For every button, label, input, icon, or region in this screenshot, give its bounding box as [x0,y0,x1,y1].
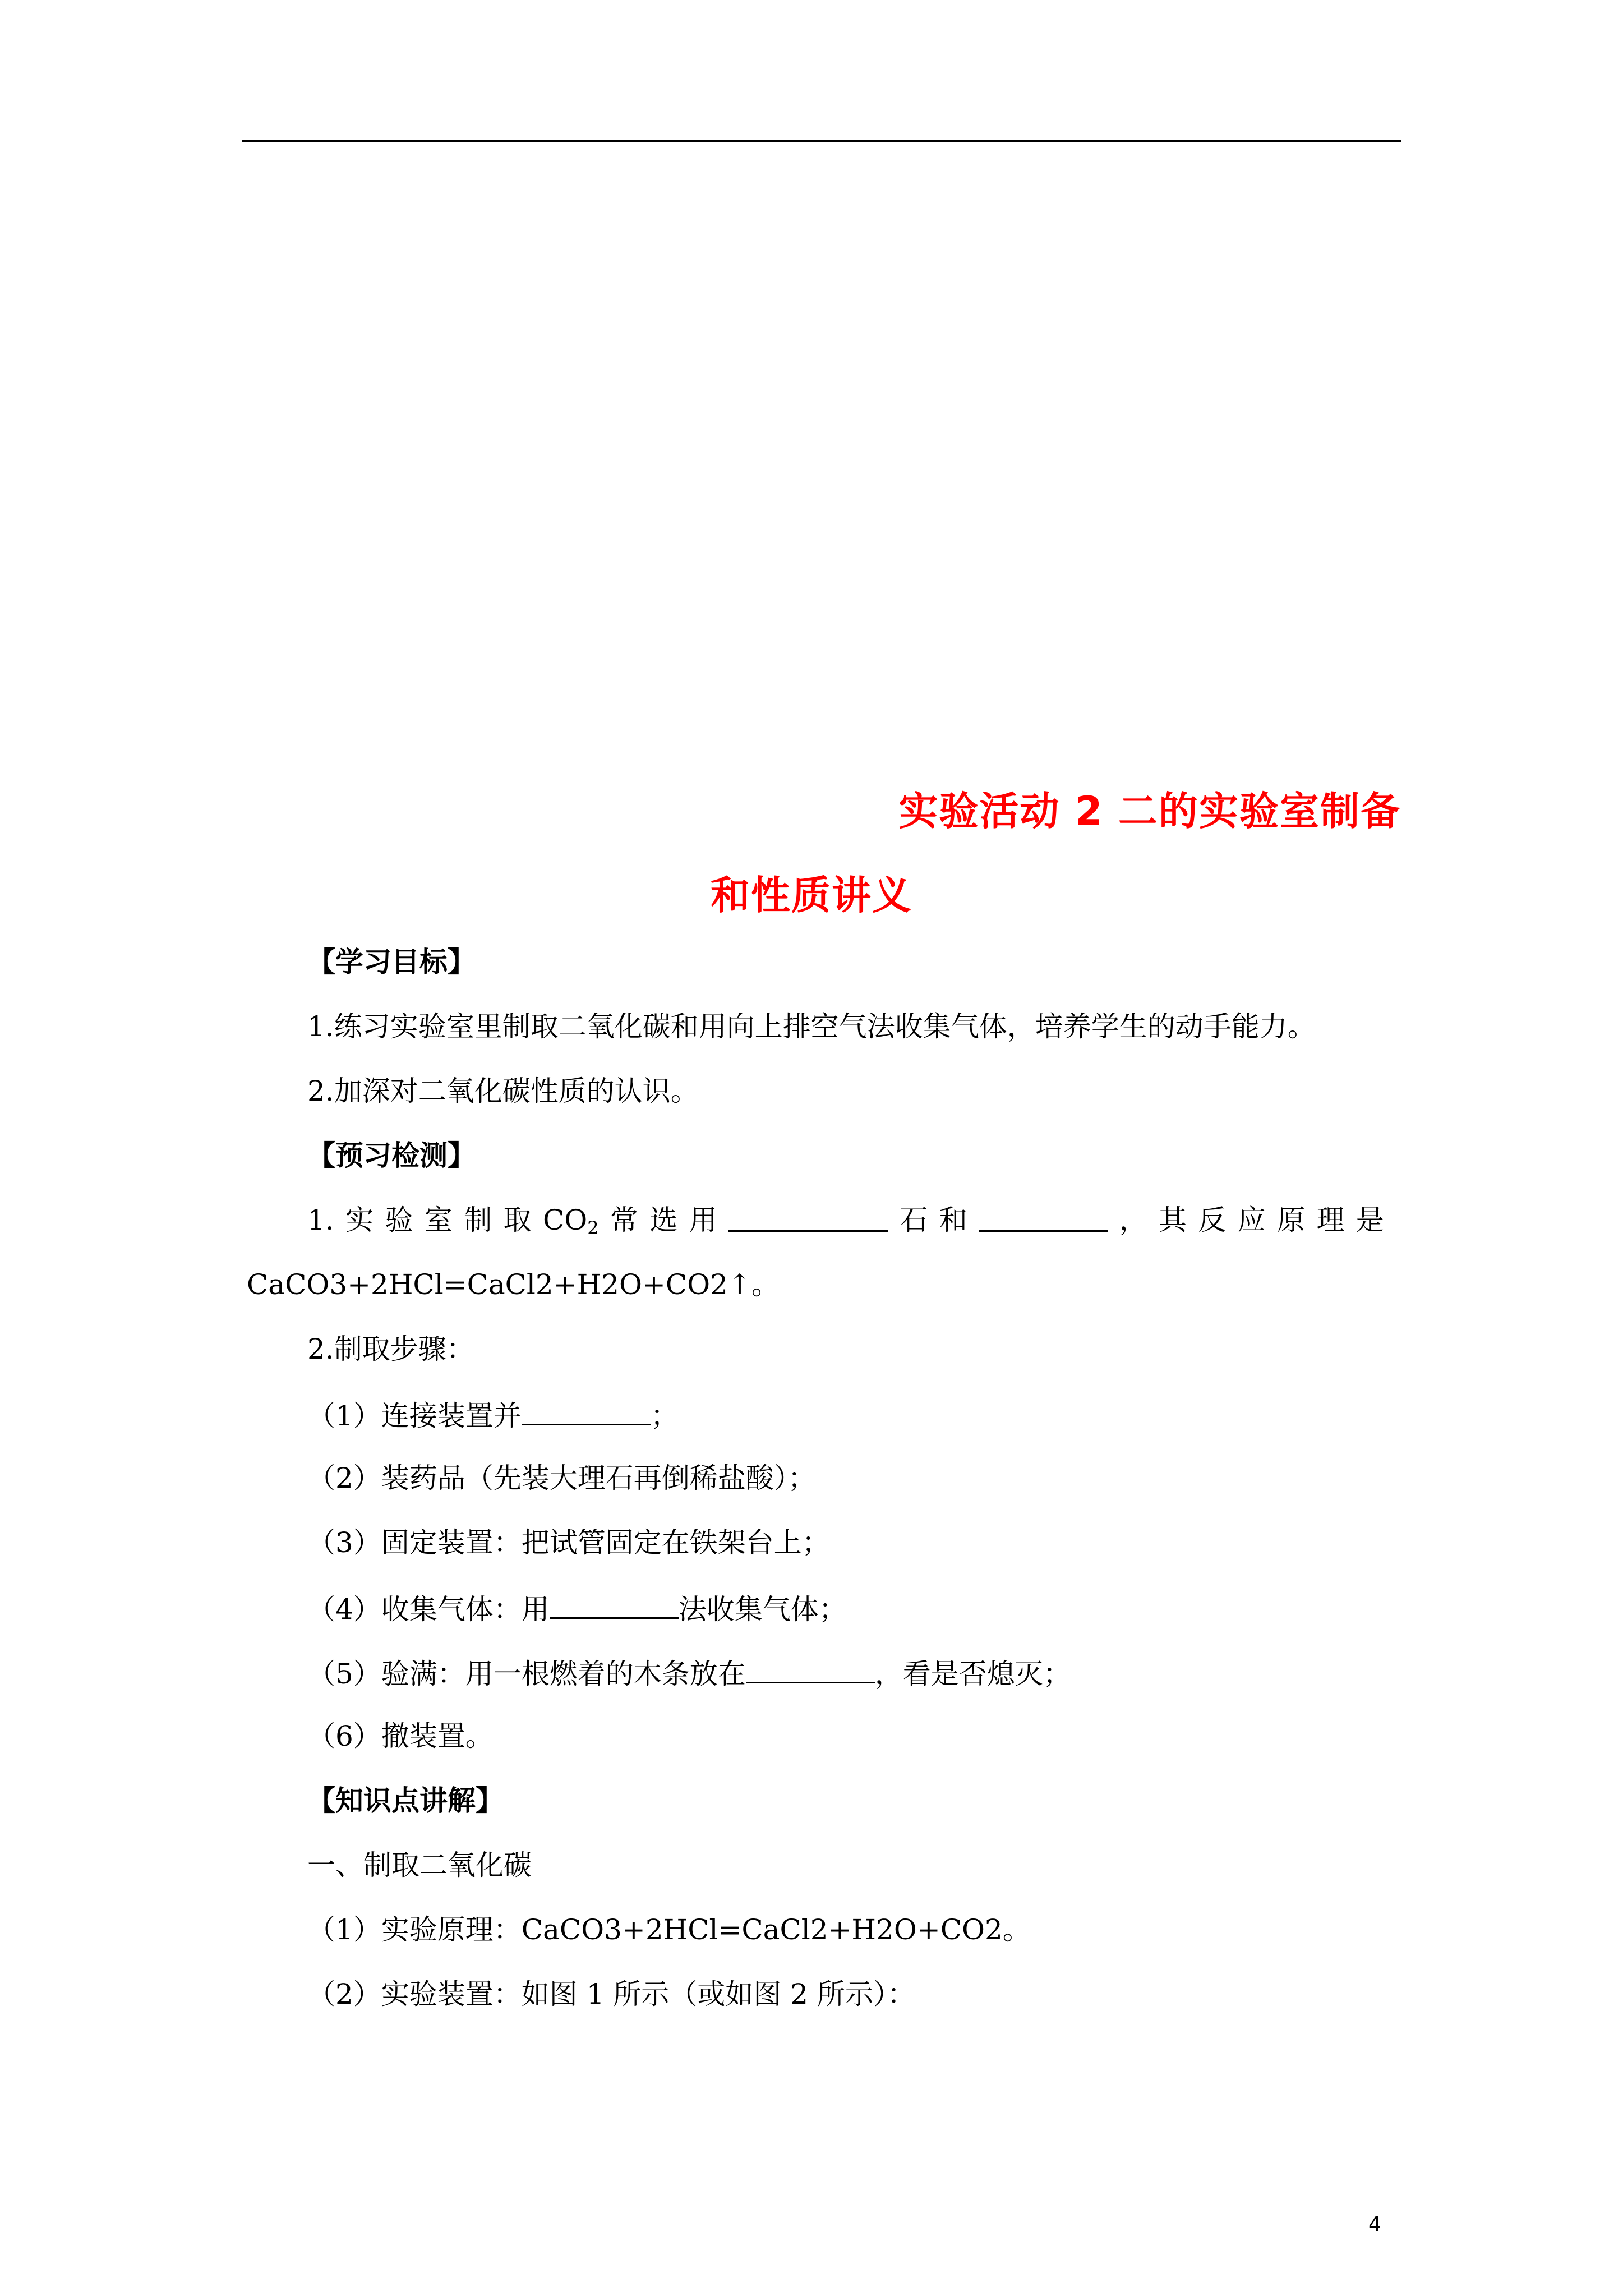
q1-text: 应 [1237,1204,1266,1236]
q1-text: 选 [649,1204,678,1236]
page-number: 4 [1368,2213,1381,2236]
answer-blank[interactable] [979,1203,1108,1232]
q1-text: 常 [610,1204,638,1236]
answer-blank[interactable] [522,1397,651,1425]
q1-text: 验 [385,1204,413,1236]
answer-blank[interactable] [550,1590,679,1619]
q1-text: 实 [345,1204,374,1236]
objective-2: 2.加深对二氧化碳性质的认识。 [307,1075,699,1107]
answer-blank[interactable] [728,1203,888,1232]
q1-text: 原 [1277,1204,1306,1236]
apparatus-line: （2）实验装置：如图 1 所示（或如图 2 所示）： [307,1978,916,2010]
q1-text: 是 [1355,1204,1384,1236]
preview-question-1 [307,1203,1384,1237]
q1-text: 1. [307,1204,334,1236]
q1-text: 理 [1316,1204,1345,1236]
q1-text: 和 [939,1204,967,1236]
header-rule [242,140,1401,142]
part-1-heading: 一、制取二氧化碳 [307,1849,532,1881]
objectives-heading: 【学习目标】 [307,946,476,978]
q1-text: 室 [424,1204,453,1236]
q1-text: 反 [1198,1204,1227,1236]
q1-text: 用 [689,1204,717,1236]
q1-text: ， [1119,1204,1147,1236]
step-4: （4）收集气体：用 法收集气体； [307,1590,847,1626]
q1-text: 其 [1158,1204,1187,1236]
preview-heading: 【预习检测】 [307,1139,476,1172]
answer-blank[interactable] [746,1655,875,1683]
step-1: （1）连接装置并 ； [307,1397,679,1433]
step-3: （3）固定装置：把试管固定在铁架台上； [307,1526,830,1559]
q1-text: 制 [464,1204,492,1236]
knowledge-heading: 【知识点讲解】 [307,1784,504,1817]
preview-q2: 2.制取步骤： [307,1333,474,1365]
step-6: （6）撤装置。 [307,1720,494,1752]
step-5: （5）验满：用一根燃着的木条放在 ，看是否熄灭； [307,1655,1071,1691]
principle-line: （1）实验原理：CaCO3+2HCl=CaCl2+H2O+CO2。 [307,1913,1031,1946]
title-line-1: 实验活动 2 二的实验室制备 [898,788,1401,834]
preview-q1-formula: CaCO3+2HCl=CaCl2+H2O+CO2↑。 [247,1268,780,1301]
co2-formula: $CO_2$ [542,1204,599,1239]
objective-1: 1.练习实验室里制取二氧化碳和用向上排空气法收集气体，培养学生的动手能力。 [307,1010,1316,1043]
step-2: （2）装药品（先装大理石再倒稀盐酸）； [307,1462,816,1494]
title-line-2: 和性质讲义 [711,872,912,918]
q1-text: 石 [900,1204,928,1236]
q1-text: 取 [503,1204,532,1236]
